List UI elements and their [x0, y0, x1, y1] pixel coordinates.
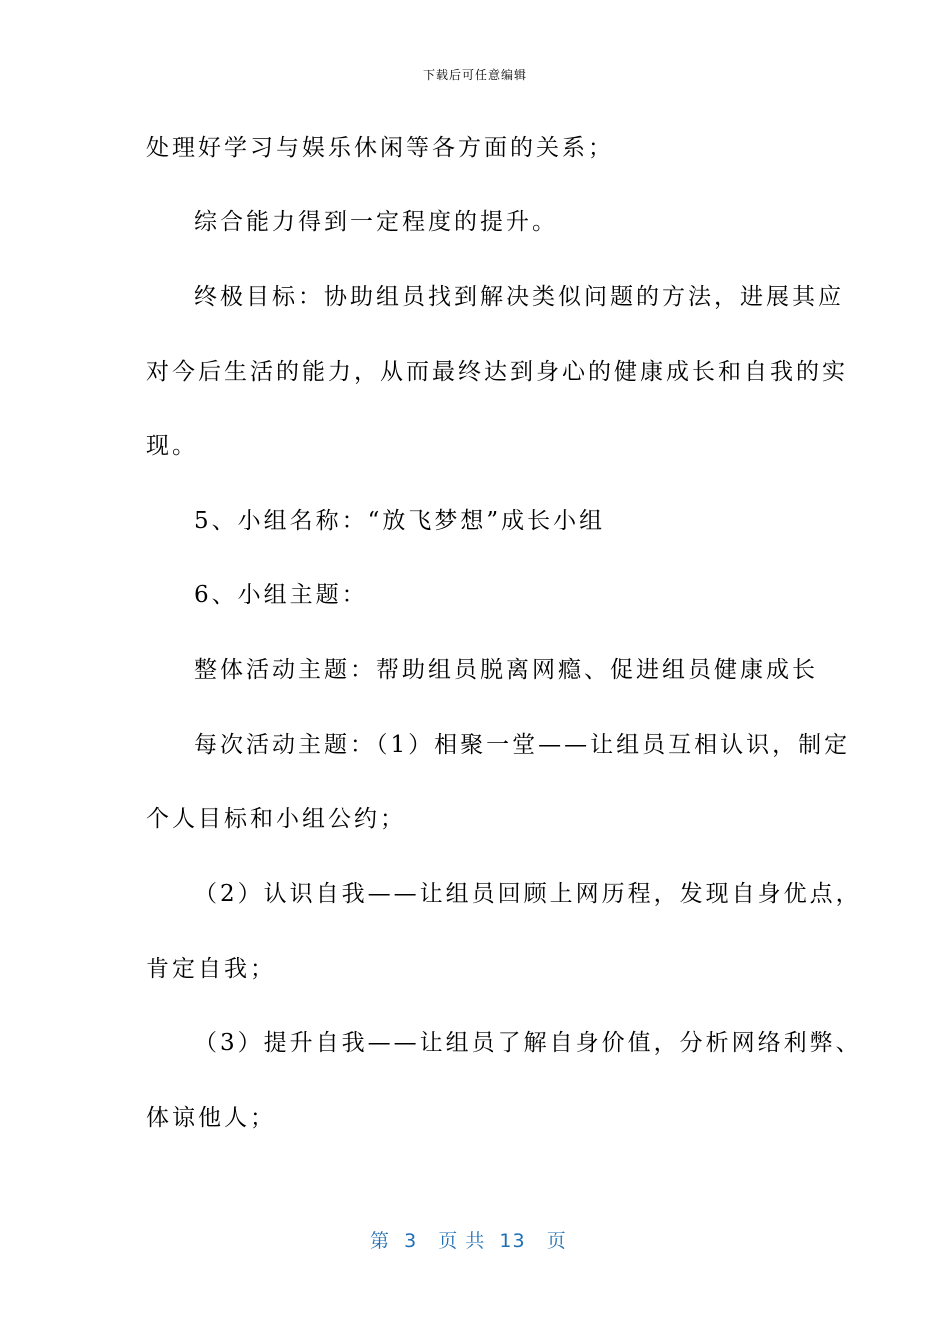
text-line-5: 现。: [146, 433, 198, 459]
text-line-4: 对今后生活的能力，从而最终达到身心的健康成长和自我的实: [146, 359, 848, 385]
page-header: 下载后可任意编辑: [422, 68, 527, 82]
text-line-3: 终极目标：协助组员找到解决类似问题的方法，进展其应: [194, 284, 844, 310]
text-line-8: 整体活动主题：帮助组员脱离网瘾、促进组员健康成长: [194, 657, 818, 683]
text-line-6: 5、小组名称：“放飞梦想”成长小组: [194, 508, 606, 534]
text-line-2: 综合能力得到一定程度的提升。: [194, 209, 558, 235]
text-line-11: （2）认识自我——让组员回顾上网历程，发现自身优点，: [194, 881, 862, 907]
text-line-1: 处理好学习与娱乐休闲等各方面的关系；: [146, 135, 614, 161]
text-line-14: 体谅他人；: [146, 1105, 276, 1131]
text-line-9: 每次活动主题：（1）相聚一堂——让组员互相认识，制定: [194, 732, 851, 758]
page-number-footer: 第 3 页 共 13 页: [370, 1230, 567, 1252]
text-line-13: （3）提升自我——让组员了解自身价值，分析网络利弊、: [194, 1030, 862, 1056]
text-line-12: 肯定自我；: [146, 956, 276, 982]
text-line-10: 个人目标和小组公约；: [146, 806, 406, 832]
text-line-7: 6、小组主题：: [194, 582, 368, 608]
